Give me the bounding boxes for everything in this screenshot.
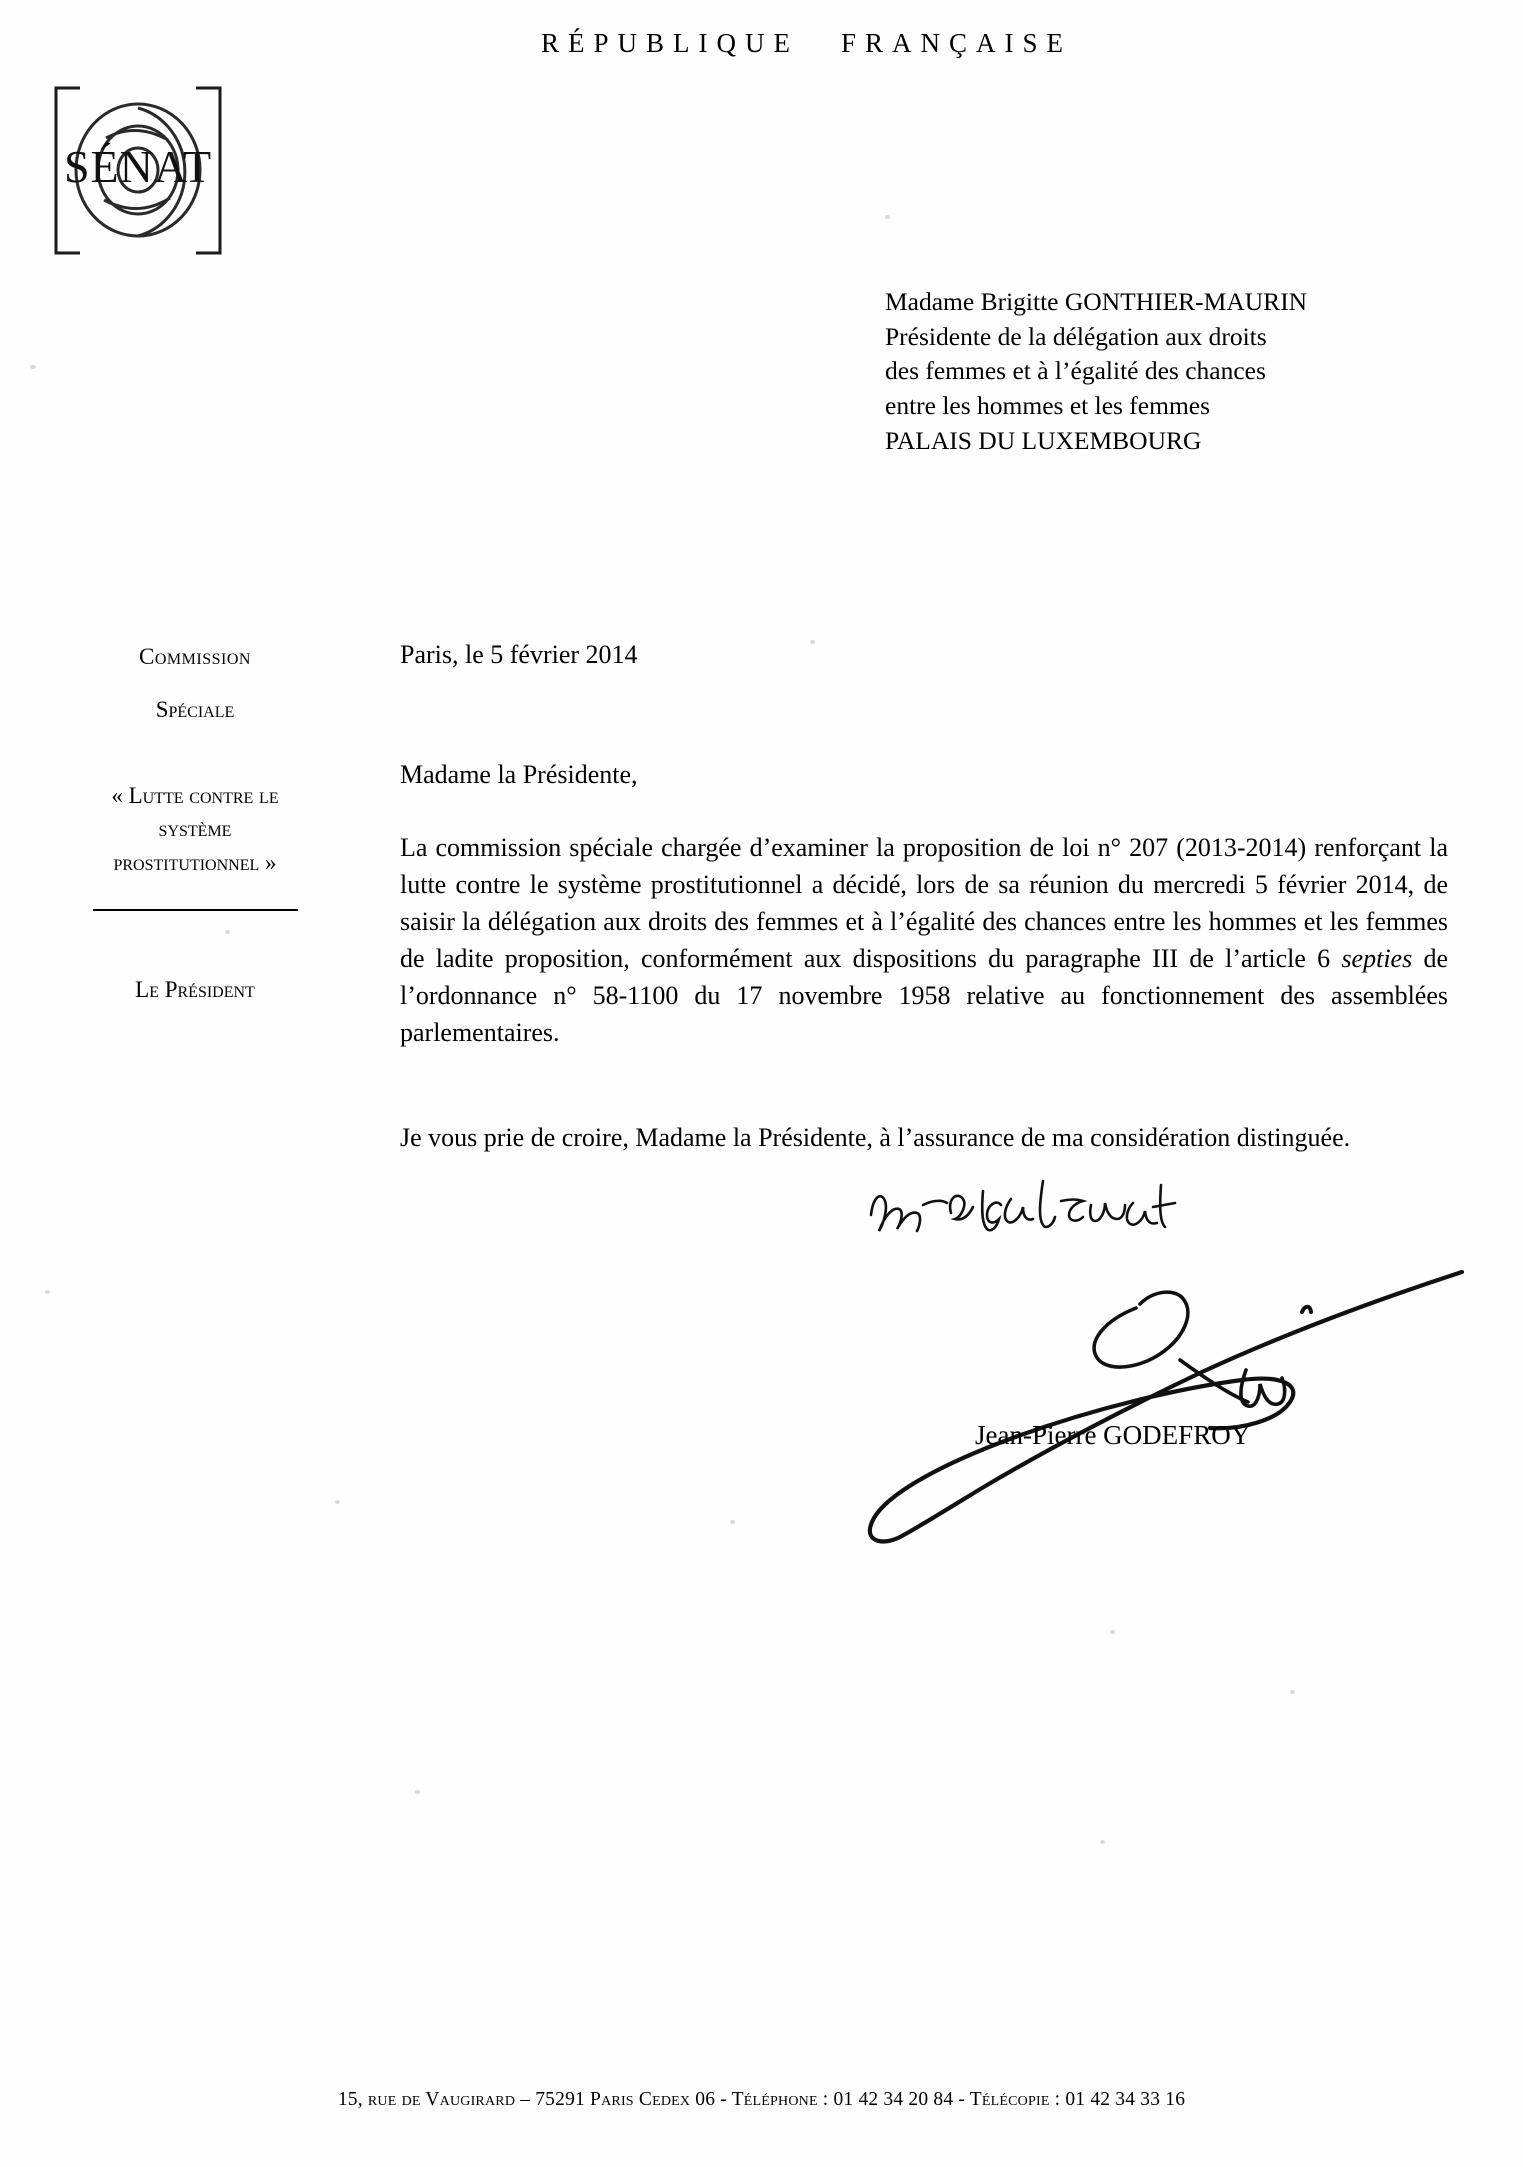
- scan-speck: [30, 365, 36, 369]
- paragraph-1-part-a: La commission spéciale chargée d’examiner la proposition de loi n° 207 (2013-2014) renforçant la lutte contre le système prostitutionnel a décidé, lors de sa réunion du mercredi 5 février 2014, de saisir la délégation aux droits des femmes et à l’égalité des chances entre les hommes et les femmes de ladite proposition, conformément aux dispositions du paragraphe III de l’article 6: [400, 833, 1448, 973]
- francaise-word: FRANÇAISE: [840, 28, 1073, 58]
- divider: [93, 909, 298, 911]
- sender-role: Le Président: [135, 977, 255, 1003]
- paragraph-2-text: Je vous prie de croire, Madame la Présidente, à l’assurance de ma considération distinguée.: [400, 1123, 1351, 1152]
- commission-sidebar: [20, 640, 370, 1008]
- paragraph-1: [400, 830, 1448, 1051]
- scan-speck: [810, 640, 815, 644]
- paragraph-2: [400, 1120, 1448, 1157]
- scan-speck: [730, 1520, 735, 1524]
- dateline: Paris, le 5 février 2014: [400, 640, 638, 669]
- republic-word: RÉPUBLIQUE: [540, 28, 799, 58]
- signature-name: Jean-Pierre GODEFROY: [975, 1420, 1251, 1450]
- commission-label: Commission: [139, 644, 251, 669]
- addressee-line-2: Présidente de la délégation aux droits: [885, 321, 1267, 351]
- subject-line-2: système: [158, 816, 232, 842]
- footer-address: 15, rue de Vaugirard – 75291 Paris Cedex 06 - Téléphone : 01 42 34 20 84 - Télécopie : 01 42 34 33 16: [337, 2089, 1186, 2110]
- scan-speck: [885, 215, 890, 219]
- scan-speck: [225, 930, 230, 934]
- scan-speck: [1110, 1630, 1115, 1634]
- subject-line-1: « Lutte contre le: [111, 783, 279, 808]
- scan-speck: [45, 1290, 50, 1294]
- scan-speck: [1100, 1840, 1105, 1844]
- paragraph-1-part-b: de l’ordonnance n° 58-1100 du 17 novembre 1958 relative au fonctionnement des assemblées parlementaires.: [400, 943, 1448, 1047]
- paragraph-1-italic: septies: [1341, 943, 1413, 973]
- addressee-line-3: des femmes et à l’égalité des chances: [885, 356, 1266, 386]
- republic-header: [0, 28, 1523, 59]
- handwritten-note: [865, 1175, 1335, 1255]
- speciale-label: Spéciale: [155, 696, 235, 722]
- svg-text:SÉNAT: SÉNAT: [63, 141, 213, 192]
- signature: [850, 1250, 1470, 1550]
- scan-speck: [1290, 1690, 1295, 1694]
- senat-logo: [46, 78, 231, 263]
- subject-line-3: prostitutionnel »: [113, 849, 277, 875]
- addressee-line-5: PALAIS DU LUXEMBOURG: [885, 425, 1202, 455]
- scan-speck: [415, 1790, 420, 1794]
- addressee-line-1: Madame Brigitte GONTHIER-MAURIN: [885, 287, 1308, 316]
- scan-speck: [335, 1500, 340, 1504]
- addressee-line-4: entre les hommes et les femmes: [885, 391, 1211, 421]
- salutation: Madame la Présidente,: [400, 760, 638, 789]
- addressee-block: [885, 285, 1485, 458]
